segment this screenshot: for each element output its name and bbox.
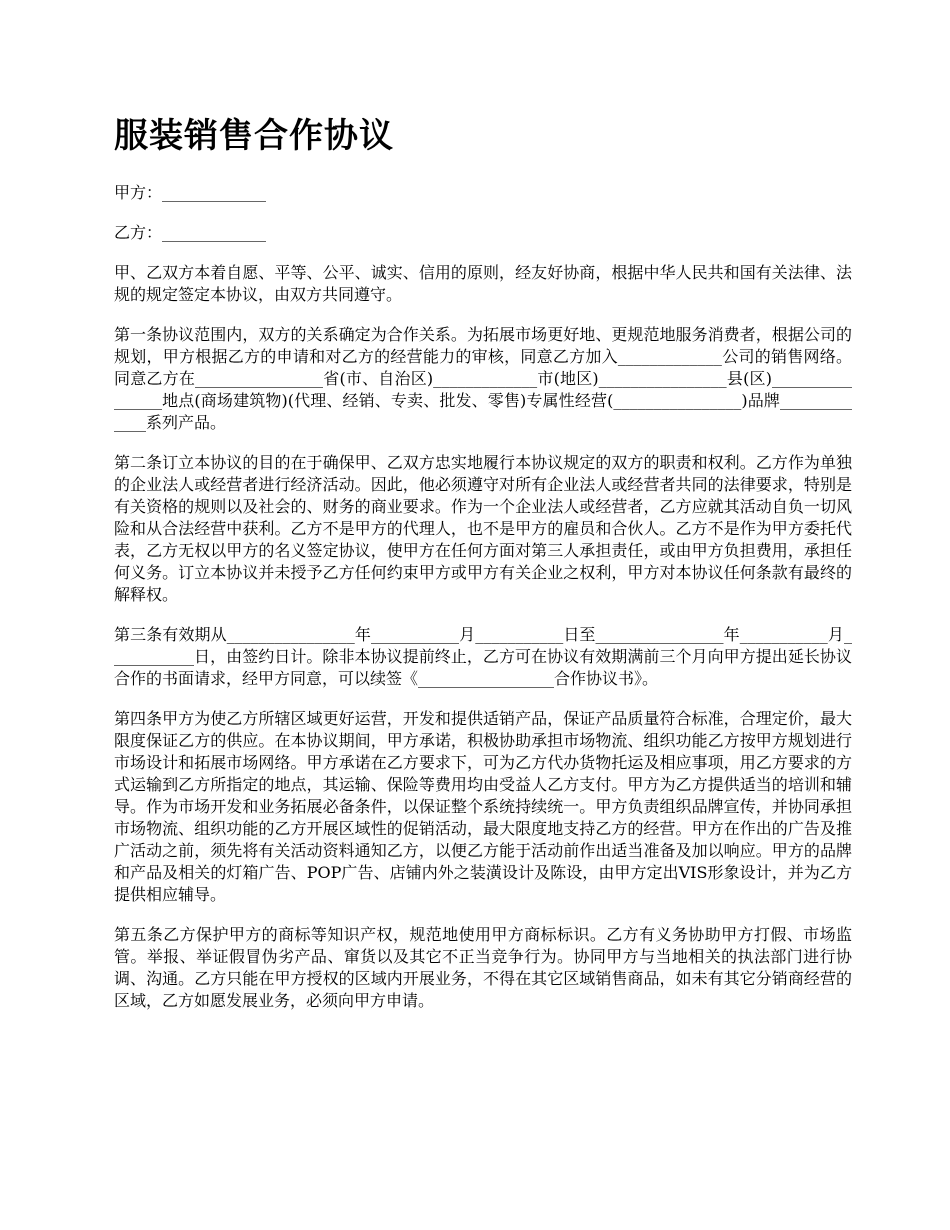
party-a-line: 甲方：_____________ (114, 183, 267, 202)
article-2-paragraph: 第二条订立本协议的目的在于确保甲、乙双方忠实地履行本协议规定的双方的职责和权利。乙方作为单独的企业法人或经营者进行经济活动。因此，他必须遵守对所有企业法人或经营者共同的法律要求，特别是有关资格的规则以及社会的、财务的商业要求。作为一个企业法人或经营者，乙方应就其活动自负一切风险和从合法经营中获利。乙方不是甲方的代理人，也不是甲方的雇员和合伙人。乙方不是作为甲方委托代表，乙方无权以甲方的名义签定协议，使甲方在任何方面对第三人承担责任，或由甲方负担费用，承担任何义务。订立本协议并未授予乙方任何约束甲方或甲方有关企业之权利，甲方对本协议任何条款有最终的解释权。 (114, 453, 852, 604)
preamble-paragraph: 甲、乙双方本着自愿、平等、公平、诚实、信用的原则，经友好协商，根据中华人民共和国有关法律、法规的规定签定本协议，由双方共同遵守。 (114, 263, 852, 304)
article-4-paragraph: 第四条甲方为使乙方所辖区域更好运营，开发和提供适销产品，保证产品质量符合标准，合理定价，最大限度保证乙方的供应。在本协议期间，甲方承诺，积极协助承担市场物流、组织功能乙方按甲方规划进行市场设计和拓展市场网络。甲方承诺在乙方要求下，可为乙方代办货物托运及相应事项，用乙方要求的方式运输到乙方所指定的地点，其运输、保险等费用均由受益人乙方支付。甲方为乙方提供适当的培训和辅导。作为市场开发和业务拓展必备条件，以保证整个系统持续统一。甲方负责组织品牌宣传，并协同承担市场物流、组织功能的乙方开展区域性的促销活动，最大限度地支持乙方的经营。甲方在作出的广告及推广活动之前，须先将有关活动资料通知乙方，以便乙方能于活动前作出适当准备及加以响应。甲方的品牌和产品及相关的灯箱广告、POP广告、店铺内外之装潢设计及陈设，由甲方定出VIS形象设计，并为乙方提供相应辅导。 (114, 709, 852, 904)
party-b-line: 乙方：_____________ (114, 223, 267, 242)
article-5-paragraph: 第五条乙方保护甲方的商标等知识产权，规范地使用甲方商标标识。乙方有义务协助甲方打假、市场监管。举报、举证假冒伪劣产品、窜货以及其它不正当竞争行为。协同甲方与当地相关的执法部门进行协调、沟通。乙方只能在甲方授权的区域内开展业务，不得在其它区域销售商品，如未有其它分销商经营的区域，乙方如愿发展业务，必须向甲方申请。 (114, 925, 852, 1010)
document-body (114, 112, 852, 1030)
article-1-paragraph: 第一条协议范围内，双方的关系确定为合作关系。为拓展市场更好地、更规范地服务消费者，根据公司的规划，甲方根据乙方的申请和对乙方的经营能力的审核，同意乙方加入_____________公司的销售网络。同意乙方在________________省(市、自治区)_____________市(地区)________________县(区)________________地点(商场建筑物)(代理、经销、专卖、批发、零售)专属性经营(________________)品牌_____________系列产品。 (114, 325, 852, 432)
document-title: 服装销售合作协议 (114, 116, 394, 156)
article-3-paragraph: 第三条有效期从________________年___________月___________日至________________年___________月___________日，由签约日计。除非本协议提前终止，乙方可在协议有效期满前三个月向甲方提出延长协议合作的书面请求，经甲方同意，可以续签《_________________合作协议书》。 (114, 625, 852, 688)
